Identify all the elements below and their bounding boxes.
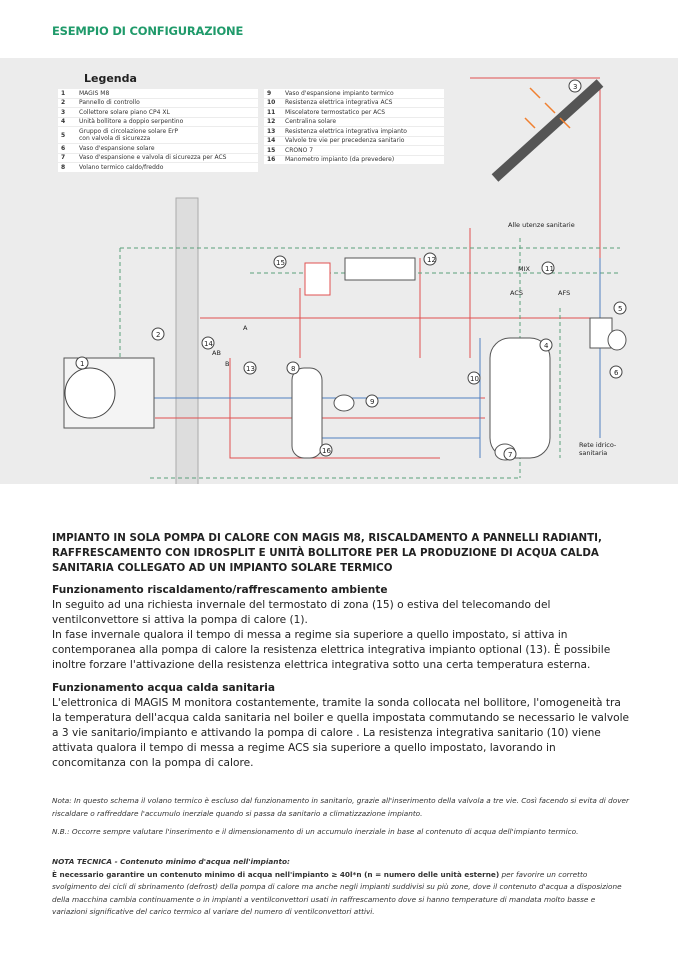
legend-row [264,146,444,155]
legend-number: 2 [61,99,66,107]
radiant-panel [305,263,330,295]
svg-text:10: 10 [470,375,479,383]
legend-number: 7 [61,154,66,162]
section-heading: Funzionamento riscaldamento/raffrescamento ambiente [52,584,388,596]
svg-text:15: 15 [276,259,285,267]
section-heading: Funzionamento acqua calda sanitaria [52,682,276,694]
legend-text: Gruppo di circolazione solare ErP con valvola di sicurezza [79,128,178,142]
svg-text:7: 7 [508,451,513,459]
legend-row [264,99,444,108]
legend-number: 4 [61,118,66,126]
legend-text: Miscelatore termostatico per ACS [285,108,386,116]
technical-note [52,856,632,919]
legend-title: Legenda [84,72,137,85]
legend-number: 15 [267,146,276,154]
buffer-tank [292,368,322,458]
idrosplit-unit [345,258,415,280]
legend-row [58,118,258,127]
label-a: A [243,324,248,332]
legend-row [264,108,444,117]
legend-number: 11 [267,108,276,116]
legend-row [264,156,444,165]
legend-number: 10 [267,99,276,107]
legend-row [264,127,444,136]
legend-number: 16 [267,156,276,164]
wall [176,198,198,484]
legend-number: 6 [61,144,66,152]
legend-text: Valvole tre vie per precedenza sanitario [285,137,405,145]
svg-text:9: 9 [370,398,375,406]
legend-number: 13 [267,127,276,135]
body-text [52,531,632,771]
legend-row [58,163,258,172]
svg-text:12: 12 [427,256,436,264]
legend-number: 3 [61,108,66,116]
legend-text: Unità bollitore a doppio serpentino [79,118,184,126]
legend-text: Resistenza elettrica integrativa impianto [285,127,407,135]
legend-text: Manometro impianto (da prevedere) [285,156,395,164]
legend-row [58,99,258,108]
svg-text:8: 8 [291,365,296,373]
legend-row [58,89,258,98]
legend-text: Vaso d'espansione impianto termico [285,89,394,97]
legend-number: 5 [61,131,66,139]
label-utenze: Alle utenze sanitarie [508,221,575,229]
technical-note-title: NOTA TECNICA - Contenuto minimo d'acqua nell'impianto: [52,857,290,866]
boiler-tank [490,338,550,458]
section-header: ESEMPIO DI CONFIGURAZIONE [52,24,244,38]
technical-note-text: per favorire un corretto svolgimento dei cicli di sbrinamento (defrost) della pompa di calore ma anche negli impianti suddivisi su più zone, dove il contenuto d'acqua a disposizione della macchina cambia continuamente o in impianti a ventilconvettori usati in raffrescamento dove si hanno temperature di mandata molto basse e variazioni significative del carico termico al variare del numero di ventilconvettori attivi. [52,869,622,916]
svg-text:13: 13 [246,365,255,373]
svg-text:5: 5 [618,305,623,313]
legend-row [58,127,258,143]
legend-col-2 [264,89,444,165]
paragraph: In seguito ad una richiesta invernale del termostato di zona (15) o estiva del telecomando del ventilconvettore si attiva la pompa di calore (1). [52,599,551,626]
svg-text:11: 11 [545,265,554,273]
svg-text:14: 14 [204,340,213,348]
legend-number: 14 [267,137,276,145]
paragraph: L'elettronica di MAGIS M monitora costantemente, tramite la sonda collocata nel bollitore, l'omogeneità tra la temperatura dell'acqua calda sanitaria nel boiler e quella impostata commutando se necessario le valvole a 3 vie sanitario/impianto e attivando la pompa di calore . La resistenza integrativa sanitario (10) viene attivata qualora il tempo di messa a regime ACS sia superiore a quello impostato, lavorando in concomitanza con la pompa di calore. [52,697,630,769]
legend-row [264,89,444,98]
legend-row [58,144,258,153]
note: Nota: In questo schema il volano termico è escluso dal funzionamento in sanitario, grazie all'inserimento della valvola a tre vie. Così facendo si evita di dover riscaldare o raffreddare l'accumulo inerziale quando si passa da sanitario a climatizzazione impianto. [52,796,630,818]
legend-text: CRONO 7 [285,146,314,154]
label-mix: MIX [518,265,530,273]
legend-text: Collettore solare piano CP4 XL [79,108,170,116]
label-b: B [225,360,230,368]
sun-rays-icon [525,88,570,128]
label-afs: AFS [558,289,571,297]
label-ab: AB [212,349,221,357]
svg-text:1: 1 [80,360,85,368]
legend-col-1 [58,89,258,173]
legend-text: Vaso d'espansione solare [79,144,155,152]
svg-text:6: 6 [614,369,619,377]
svg-text:3: 3 [573,83,578,91]
legend-text: Resistenza elettrica integrativa ACS [285,99,393,107]
svg-text:16: 16 [322,447,331,455]
legend-text: Volano termico caldo/freddo [79,163,164,171]
label-rete: Rete idrico-sanitaria [579,441,617,457]
legend-number: 9 [267,89,272,97]
svg-text:4: 4 [544,342,549,350]
legend-text: Pannello di controllo [79,99,140,107]
solar-collector [495,83,600,178]
paragraph: In fase invernale qualora il tempo di messa a regime sia superiore a quello impostato, si attiva in contemporanea alla pompa di calore la resistenza elettrica integrativa impianto optional (13). È possibile inoltre forzare l'attivazione della resistenza elettrica integrativa sotto una certa temperatura esterna. [52,629,611,671]
legend-text: MAGIS M8 [79,89,110,97]
legend-text: Centralina solare [285,118,337,126]
nb-note: N.B.: Occorre sempre valutare l'inserimento e il dimensionamento di un accumulo inerziale in base al contenuto di acqua dell'impianto termico. [52,827,579,836]
legend-number: 1 [61,89,66,97]
legend-row [264,137,444,146]
legend-text: Vaso d'espansione e valvola di sicurezza per ACS [79,154,227,162]
technical-note-bold: È necessario garantire un contenuto minimo di acqua nell'impianto ≥ 40l*n (n = numero delle unità esterne) [52,869,500,879]
legend-row [58,154,258,163]
svg-text:2: 2 [156,331,161,339]
document-title: IMPIANTO IN SOLA POMPA DI CALORE CON MAGIS M8, RISCALDAMENTO A PANNELLI RADIANTI, RAFFRESCAMENTO CON IDROSPLIT E UNITÀ BOLLITORE PER LA PRODUZIONE DI ACQUA CALDA SANITARIA COLLEGATO AD UN IMPIANTO SOLARE TERMICO [52,532,602,574]
legend-row [58,108,258,117]
legend-number: 8 [61,163,66,171]
label-acs: ACS [510,289,523,297]
legend-row [264,118,444,127]
legend-number: 12 [267,118,276,126]
